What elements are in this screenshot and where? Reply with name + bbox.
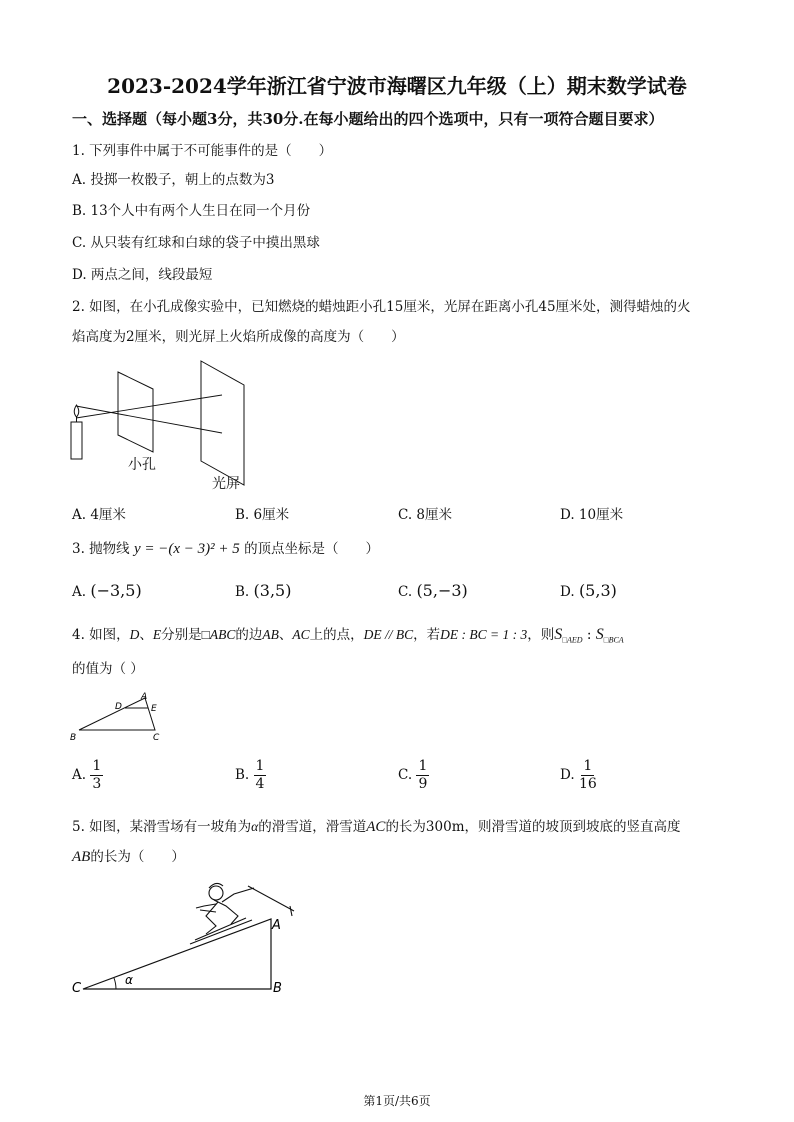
- q4-colon: :: [582, 627, 596, 643]
- q2-stem-line1: 2. 如图，在小孔成像实验中，已知燃烧的蜡烛距小孔15厘米，光屏在距离小孔45厘米处，测得蜡烛的火: [72, 299, 691, 315]
- q4-d-denominator: 16: [578, 776, 597, 792]
- q4-option-a: [72, 758, 103, 793]
- q3-formula: y = −(x − 3)² + 5: [133, 541, 240, 557]
- slope-figure: [66, 872, 306, 1002]
- q4-d-numerator: 1: [583, 758, 593, 774]
- q1-option-c: C. 从只装有红球和白球的袋子中摸出黑球: [72, 235, 320, 251]
- q3-suffix: 的顶点坐标是（ ）: [244, 541, 380, 557]
- q5-ac: AC: [366, 819, 386, 835]
- fig5-label-c: C: [72, 981, 82, 996]
- q1-stem: 1. 下列事件中属于不可能事件的是（ ）: [72, 143, 333, 159]
- q4-sep-2: 、: [278, 627, 293, 643]
- q4-b-label: B.: [235, 767, 250, 783]
- q3-stem: [72, 540, 379, 558]
- page-number: 第1页/共6页: [363, 1094, 431, 1108]
- fig4-label-a: A: [141, 692, 148, 702]
- q4-area-2: S: [595, 626, 604, 643]
- q4-triangle: □ABC: [201, 627, 236, 642]
- q4-text-3: 的边: [235, 627, 263, 643]
- label-screen: 光屏: [212, 476, 240, 492]
- q3-a-value: (−3,5): [90, 581, 142, 600]
- q5-text-3: 的长为300m，则滑雪道的坡顶到坡底的竖直高度: [385, 819, 681, 835]
- q4-option-b: [235, 758, 266, 793]
- q4-b-denominator: 4: [255, 776, 265, 792]
- q3-c-value: (5,−3): [416, 581, 468, 600]
- fig4-label-e: E: [151, 704, 157, 714]
- q2-stem-line2: 焰高度为2厘米，则光屏上火焰所成像的高度为（ ）: [72, 329, 405, 345]
- q4-text-5: ，若: [413, 627, 441, 643]
- q4-stem-line1: [72, 626, 624, 650]
- q2-option-b: B. 6厘米: [235, 507, 290, 523]
- q4-d-label: D.: [560, 767, 575, 783]
- q3-option-a: [72, 582, 142, 601]
- q4-a-numerator: 1: [92, 758, 102, 774]
- q5-ab: AB: [72, 849, 91, 865]
- skier-icon: [190, 883, 294, 944]
- q4-text-6: ，则: [527, 627, 555, 643]
- section-heading: 一、选择题（每小题3分，共30分.在每小题给出的四个选项中，只有一项符合题目要求）: [72, 110, 664, 128]
- q3-d-value: (5,3): [578, 581, 617, 600]
- q4-point-d: D: [129, 627, 140, 642]
- q4-a-fraction: [90, 758, 103, 793]
- q2-option-a: A. 4厘米: [72, 507, 126, 523]
- q4-sep-1: 、: [139, 627, 153, 643]
- fig5-label-alpha: α: [125, 973, 133, 987]
- fig5-label-b: B: [273, 981, 282, 996]
- q4-d-fraction: [579, 758, 597, 793]
- q4-ratio: DE : BC = 1 : 3: [440, 627, 528, 642]
- q4-stem-line2: 的值为（ ）: [72, 661, 144, 677]
- q2-option-d: D. 10厘米: [560, 507, 624, 523]
- q3-a-label: A.: [72, 584, 87, 600]
- q4-text-1: 4. 如图，: [72, 627, 130, 643]
- q4-side-ac: AC: [292, 627, 310, 642]
- fig4-label-c: C: [153, 733, 160, 742]
- slope-triangle: [83, 919, 271, 989]
- q3-option-c: [398, 582, 468, 601]
- fig5-label-a: A: [272, 918, 281, 933]
- q4-area-2-sub: □BCA: [603, 635, 624, 645]
- exam-title: 2023-2024学年浙江省宁波市海曙区九年级（上）期末数学试卷: [107, 74, 687, 98]
- q5-text-4: 的长为（ ）: [90, 849, 185, 865]
- q4-option-c: [398, 758, 429, 793]
- q4-c-label: C.: [398, 767, 413, 783]
- q3-prefix: 3. 抛物线: [72, 541, 130, 557]
- q4-text-2: 分别是: [161, 627, 202, 643]
- q4-area-1-sub: □AED: [562, 635, 583, 645]
- fig4-label-d: D: [115, 702, 122, 712]
- angle-arc: [114, 978, 116, 989]
- q1-option-b: B. 13个人中有两个人生日在同一个月份: [72, 203, 311, 219]
- pinhole-plate: [118, 372, 153, 452]
- q3-d-label: D.: [560, 584, 575, 600]
- q4-b-fraction: [254, 758, 267, 793]
- label-pinhole: 小孔: [128, 457, 156, 473]
- q5-text-1: 5. 如图，某滑雪场有一坡角为: [72, 819, 252, 835]
- q4-c-fraction: [416, 758, 429, 793]
- q4-c-denominator: 9: [418, 776, 428, 792]
- q5-stem-line1: [72, 818, 681, 836]
- light-ray-top: [76, 406, 222, 433]
- q2-option-c: C. 8厘米: [398, 507, 453, 523]
- q4-c-numerator: 1: [418, 758, 428, 774]
- candle-body: [71, 422, 82, 459]
- triangle-figure: [68, 690, 168, 742]
- q4-a-label: A.: [72, 767, 87, 783]
- q4-side-ab: AB: [262, 627, 279, 642]
- q5-text-2: 的滑雪道，滑雪道: [258, 819, 367, 835]
- q5-stem-line2: [72, 848, 185, 866]
- q3-b-value: (3,5): [253, 581, 292, 600]
- q3-b-label: B.: [235, 584, 250, 600]
- pinhole-figure: [62, 355, 262, 495]
- q3-option-d: [560, 582, 617, 601]
- q3-option-b: [235, 582, 291, 601]
- fig4-label-b: B: [70, 733, 77, 742]
- q4-b-numerator: 1: [255, 758, 265, 774]
- q1-option-a: A. 投掷一枚骰子，朝上的点数为3: [72, 172, 275, 188]
- q4-a-denominator: 3: [92, 776, 102, 792]
- q4-point-e: E: [152, 627, 162, 642]
- q4-parallel: DE // BC: [363, 627, 414, 642]
- screen-plate: [201, 361, 244, 485]
- q4-area-1: S: [554, 626, 563, 643]
- q3-c-label: C.: [398, 584, 413, 600]
- q4-option-d: [560, 758, 597, 793]
- q4-text-4: 上的点，: [309, 627, 364, 643]
- q1-option-d: D. 两点之间，线段最短: [72, 267, 213, 283]
- q5-alpha: α: [251, 819, 259, 834]
- light-ray-bottom: [76, 395, 222, 418]
